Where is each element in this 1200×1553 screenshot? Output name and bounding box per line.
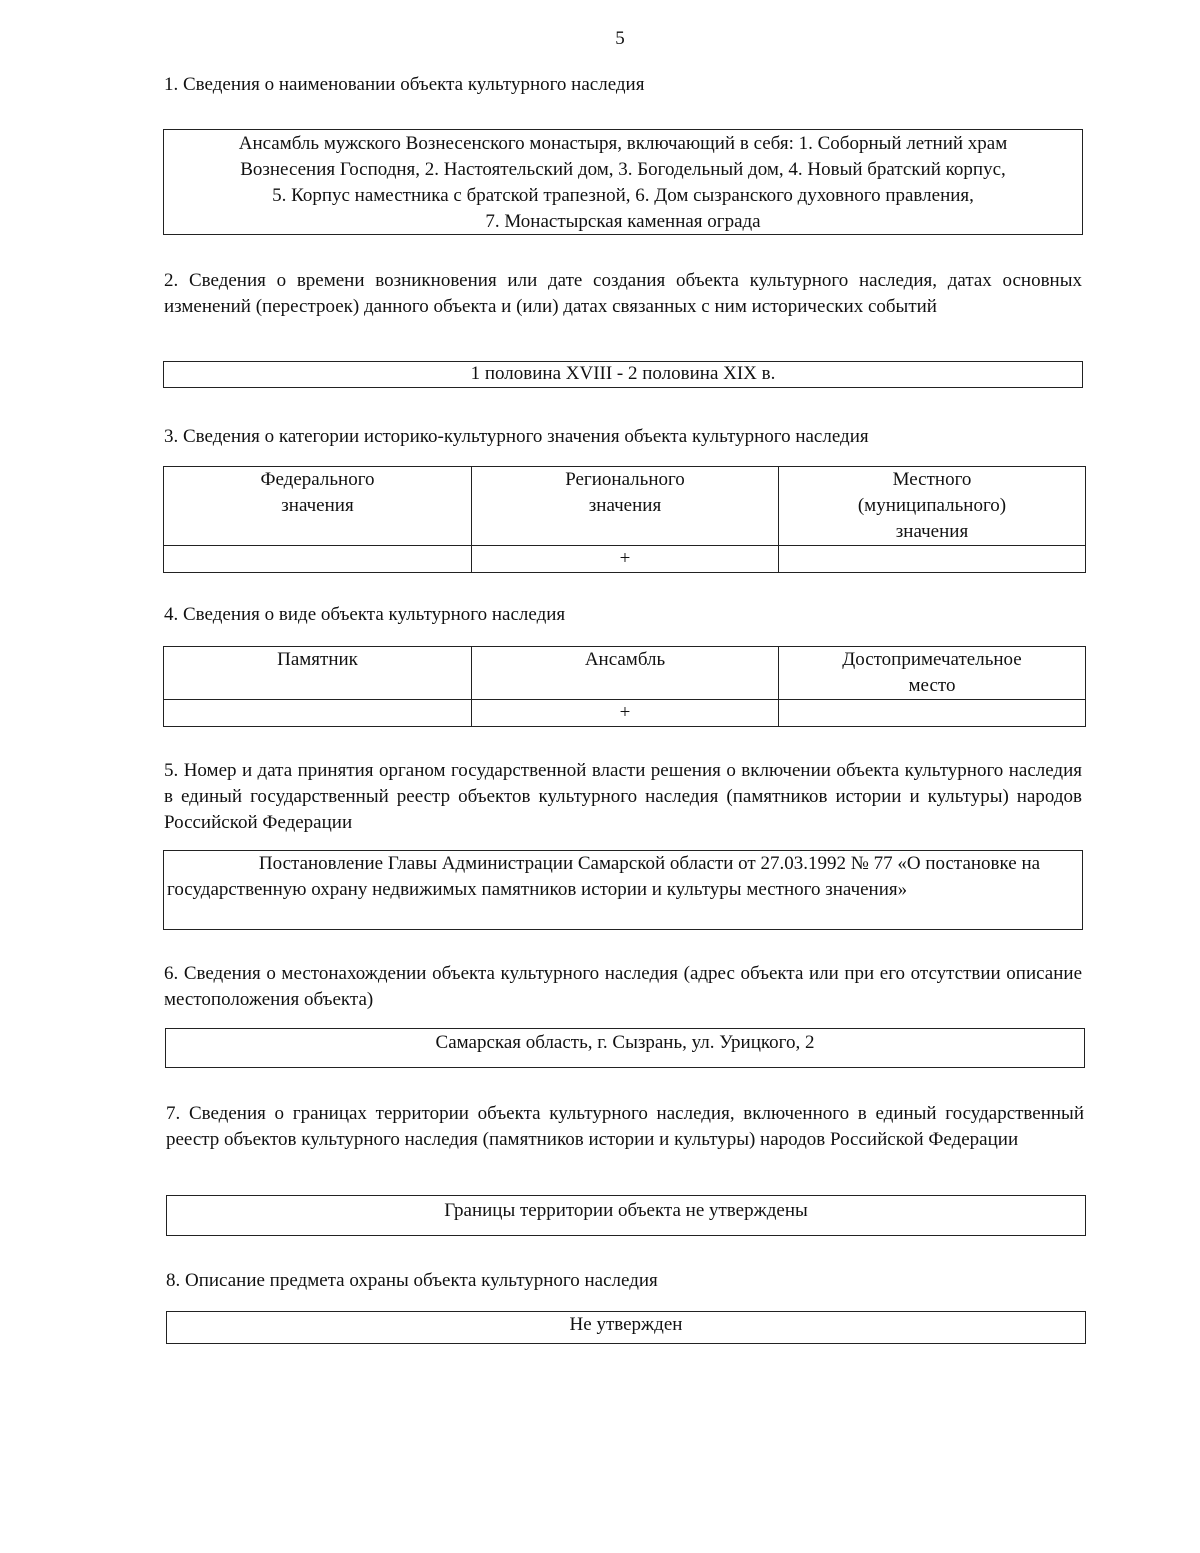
section-5-value: Постановление Главы Администрации Самарской области от 27.03.1992 № 77 «О постановке на государственную охрану недвижимых памятников истории и культуры местного значения» [167, 853, 1041, 900]
section-3-heading: 3. Сведения о категории историко-культурного значения объекта культурного наследия [164, 426, 869, 447]
category-federal-mark [164, 546, 472, 573]
type-header-row [164, 647, 1086, 700]
category-header-row [164, 467, 1086, 546]
section-6-heading: 6. Сведения о местонахождении объекта культурного наследия (адрес объекта или при его отсутствии описание местоположения объекта) [164, 963, 1082, 1010]
type-ensemble-mark: + [472, 700, 779, 727]
section-6-value: Самарская область, г. Сызрань, ул. Урицкого, 2 [435, 1032, 815, 1053]
section-7-heading: 7. Сведения о границах территории объекта культурного наследия, включенного в единый государственный реестр объектов культурного наследия (памятников истории и культуры) народов Российской Федерации [166, 1103, 1084, 1150]
section-5-heading: 5. Номер и дата принятия органом государственной власти решения о включении объекта культурного наследия в единый государственный реестр объектов культурного наследия (памятников истории и культуры) народов Российской Федерации [164, 760, 1082, 833]
section-7-value: Границы территории объекта не утверждены [444, 1200, 808, 1221]
section-1-line: Вознесения Господня, 2. Настоятельский дом, 3. Богодельный дом, 4. Новый братский корпус, [240, 159, 1006, 180]
section-1-box [163, 129, 1083, 235]
section-2-value: 1 половина XVIII - 2 половина XIX в. [470, 363, 776, 384]
section-1-line: Ансамбль мужского Вознесенского монастыря, включающий в себя: 1. Соборный летний храм [238, 133, 1008, 154]
section-1-line: 5. Корпус наместника с братской трапезной, 6. Дом сызранского духовного правления, [272, 185, 974, 206]
type-ensemble: Ансамбль [472, 647, 779, 700]
category-local-mark [779, 546, 1086, 573]
section-7-box [166, 1195, 1086, 1236]
category-regional: Регионального значения [472, 467, 779, 546]
category-federal: Федерального значения [164, 467, 472, 546]
category-local: Местного (муниципального) значения [779, 467, 1086, 546]
category-regional-mark: + [472, 546, 779, 573]
section-5-box [163, 850, 1083, 930]
section-4-heading: 4. Сведения о виде объекта культурного наследия [164, 604, 566, 625]
type-landmark: Достопримечательное место [779, 647, 1086, 700]
section-8-heading: 8. Описание предмета охраны объекта культурного наследия [166, 1270, 658, 1291]
section-1-heading: 1. Сведения о наименовании объекта культурного наследия [164, 74, 645, 95]
page-number: 5 [615, 28, 625, 49]
section-6-box [165, 1028, 1085, 1068]
section-4-table [163, 646, 1086, 727]
section-8-box [166, 1311, 1086, 1344]
section-2-heading: 2. Сведения о времени возникновения или дате создания объекта культурного наследия, датах основных изменений (перестроек) данного объекта и (или) датах связанных с ним исторических событий [164, 270, 1082, 317]
section-3-table [163, 466, 1086, 573]
section-1-line: 7. Монастырская каменная ограда [485, 211, 761, 232]
section-2-box [163, 361, 1083, 388]
type-landmark-mark [779, 700, 1086, 727]
category-mark-row [164, 546, 1086, 573]
type-monument-mark [164, 700, 472, 727]
section-8-value: Не утвержден [569, 1314, 683, 1335]
type-mark-row [164, 700, 1086, 727]
type-monument: Памятник [164, 647, 472, 700]
